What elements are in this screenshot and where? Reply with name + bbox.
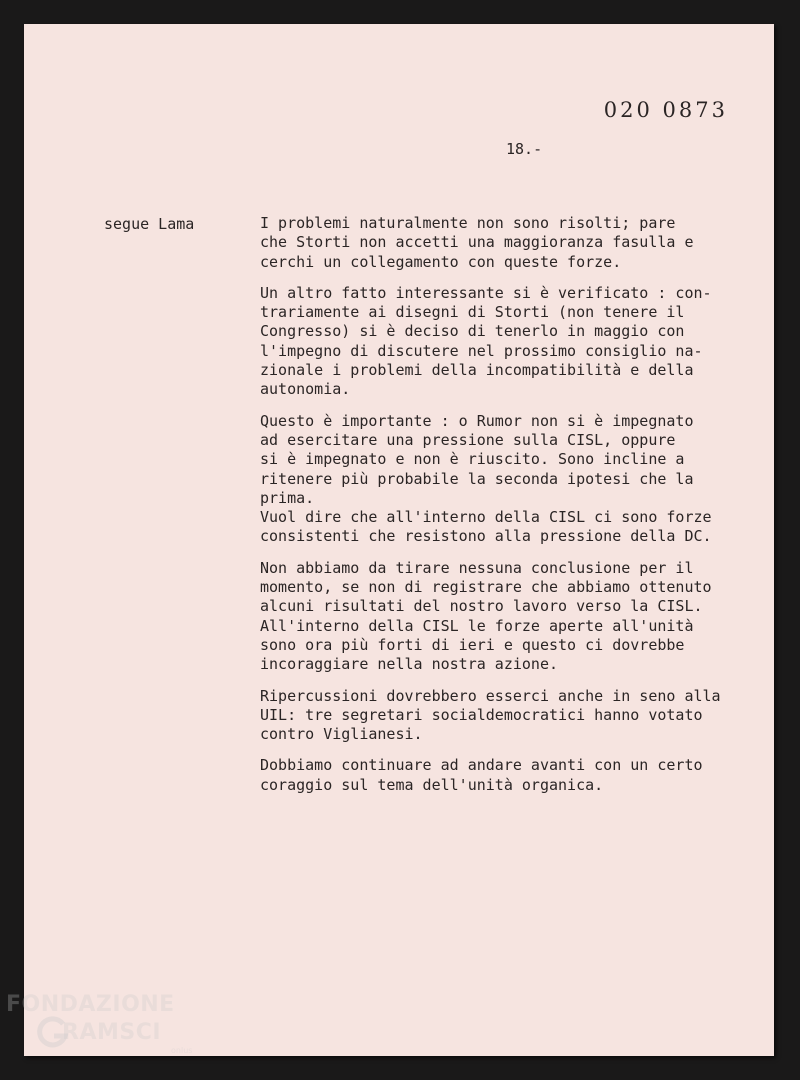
document-page [24, 24, 774, 1056]
document-number: 020 0873 [603, 98, 728, 122]
fondazione-gramsci-watermark [6, 992, 206, 1062]
paragraph: Non abbiamo da tirare nessuna conclusione per il momento, se non di registrare che abbiamo ottenuto alcuni risultati del nostro lavoro verso la CISL. All'interno della CISL le forze aperte all'unità sono ora più forti di ieri e questo ci dovrebbe incoraggiare nella nostra azione. [260, 558, 712, 674]
page-number: 18.- [506, 140, 543, 158]
watermark-suffix: onlus [171, 1046, 193, 1055]
paragraph: Questo è importante : o Rumor non si è impegnato ad esercitare una pressione sulla CISL, oppure si è impegnato e non è riuscito. Sono incline a ritenere più probabile la seconda ipotesi che la prima. Vuol dire che all'interno della CISL ci sono forze consistenti che resistono alla pressione della DC. [260, 411, 712, 546]
speaker-label: segue Lama [104, 215, 195, 233]
paragraph: Dobbiamo continuare ad andare avanti con un certo coraggio sul tema dell'unità organica. [260, 756, 703, 794]
body-text [260, 214, 760, 807]
watermark-line2: RAMSCI [62, 1020, 162, 1045]
watermark-line1: FONDAZIONE [6, 992, 175, 1017]
paragraph: Ripercussioni dovrebbero esserci anche in seno alla UIL: tre segretari socialdemocratici hanno votato contro Viglianesi. [260, 686, 721, 744]
paragraph: Un altro fatto interessante si è verificato : con- trariamente ai disegni di Storti (non tenere il Congresso) si è deciso di tenerlo in maggio con l'impegno di discutere nel prossimo consiglio na- zionale i problemi della incompatibilità e della autonomia. [260, 283, 712, 399]
paragraph: I problemi naturalmente non sono risolti; pare che Storti non accetti una maggioranza fasulla e cerchi un collegamento con queste forze. [260, 214, 694, 271]
